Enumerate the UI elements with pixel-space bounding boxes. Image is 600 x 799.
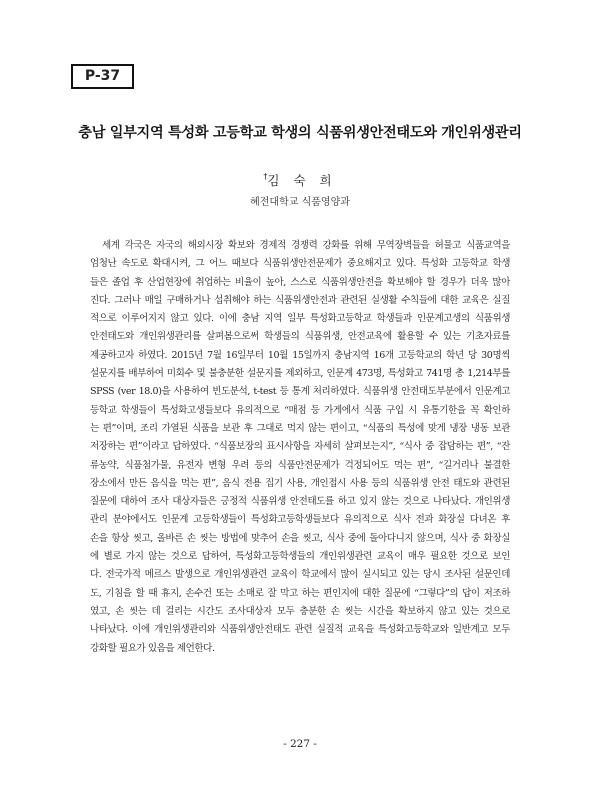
abstract-line: 에 별로 가지 않는 것으로 답하여, 특성화고등학생들의 개인위생관련 교육이 매우 필요한 것으로 보인 (90, 551, 510, 563)
poster-number-badge: P-37 (71, 64, 134, 89)
abstract-line: 엄청난 속도로 확대시켜, 그 어느 때보다 식품위생안전문제가 중요해지고 있다. 특성화 고등학교 학생 (90, 258, 510, 270)
page-number: - 227 - (283, 738, 317, 750)
abstract-line: 설문지를 배부하여 미회수 및 불충분한 설문지를 제외하고, 인문계 473명, 특성화고 741명 총 1,214부를 (90, 368, 510, 380)
abstract-body (90, 237, 510, 658)
abstract-line: 들은 졸업 후 산업현장에 취업하는 비율이 높아, 스스로 식품위생안전을 확보해야 할 경우가 더욱 많아 (90, 276, 510, 288)
author-line (0, 171, 600, 189)
abstract-line: 등학교 학생들이 특성화고생들보다 유의적으로 “매점 등 가게에서 식품 구입 시 유통기한을 꼭 확인하 (90, 404, 510, 416)
author-affiliation: 혜전대학교 식품영양과 (250, 197, 350, 208)
abstract-line: 류농약, 식품첨가물, 유전자 변형 우려 등의 식품안전문제가 걱정되어도 먹는 편”, “길거리나 불결한 (90, 459, 510, 471)
corresponding-author-mark: † (263, 172, 268, 181)
abstract-line: 관리 분야에서도 인문계 고등학생들이 특성화고등학생들보다 유의적으로 식사 전과 화장실 다녀온 후 (90, 514, 510, 526)
abstract-line: 도, 기침을 할 때 휴지, 손수건 또는 소매로 잘 막고 하는 편인지에 대한 질문에 “그렇다”의 답이 저조하 (90, 587, 510, 599)
abstract-line: 질문에 대하여 조사 대상자들은 긍정적 식품위생 안전태도를 하고 있지 않는 것으로 나타났다. 개인위생 (90, 496, 510, 508)
abstract-line: 장소에서 만든 음식을 먹는 편”, 음식 전용 집기 사용, 개인접시 사용 등의 식품위생 안전 태도와 관련된 (90, 477, 510, 489)
abstract-line: 진다. 그러나 매일 구매하거나 섭취해야 하는 식품위생안전과 관련된 실생활 수칙들에 대한 교육은 실질 (90, 294, 510, 306)
abstract-line: 손을 항상 씻고, 올바른 손 씻는 방법에 맞추어 손을 씻고, 식사 중에 돌아다니지 않으며, 식사 중 화장실 (90, 532, 510, 544)
abstract-line: 는 편”이며, 조리 가열된 식품을 보관 후 그대로 먹지 않는 편이고, “식품의 특성에 맞게 냉장 냉동 보관 (90, 422, 510, 434)
author-name: 김 숙 희 (267, 173, 337, 188)
abstract-line: 제공하고자 하였다. 2015년 7월 16일부터 10월 15일까지 충남지역 16개 고등학교의 학년 당 30명씩 (90, 349, 510, 361)
abstract-line: 나타났다. 이에 개인위생관리와 식품위생안전태도 관련 실질적 교육을 특성화고등학교와 일반계고 모두 (90, 624, 510, 636)
abstract-line: 다. 전국가적 메르스 발생으로 개인위생관련 교육이 학교에서 많이 실시되고 있는 당시 조사된 설문인데 (90, 569, 510, 581)
abstract-line: 안전태도와 개인위생관리를 살펴봄으로써 학생들의 식품위생, 안전교육에 활용할 수 있는 기초자료를 (90, 331, 510, 343)
abstract-line: 였고, 손 씻는 데 걸리는 시간도 조사대상자 모두 충분한 손 씻는 시간을 확보하지 않고 있는 것으로 (90, 605, 510, 617)
paper-title: 충남 일부지역 특성화 고등학교 학생의 식품위생안전태도와 개인위생관리 (78, 125, 522, 141)
abstract-line: 저장하는 편”이라고 답하였다. “식품보장의 표시사항을 자세히 살펴보는지”, “식사 중 잡담하는 편”, “잔 (90, 441, 510, 453)
abstract-line: 세계 각국은 자국의 해외시장 확보와 경제적 경쟁력 강화를 위해 무역장벽들을 허물고 식품교역을 (102, 240, 510, 251)
abstract-line: 강화할 필요가 있음을 제언한다. (90, 642, 215, 654)
abstract-line: 적으로 이루어지지 않고 있다. 이에 충남 지역 일부 특성화고등학교 학생들과 인문계고생의 식품위생 (90, 313, 510, 325)
abstract-line: SPSS (ver 18.0)을 사용하여 빈도분석, t-test 등 통계 처리하였다. 식품위생 안전태도부분에서 인문계고 (90, 386, 510, 398)
